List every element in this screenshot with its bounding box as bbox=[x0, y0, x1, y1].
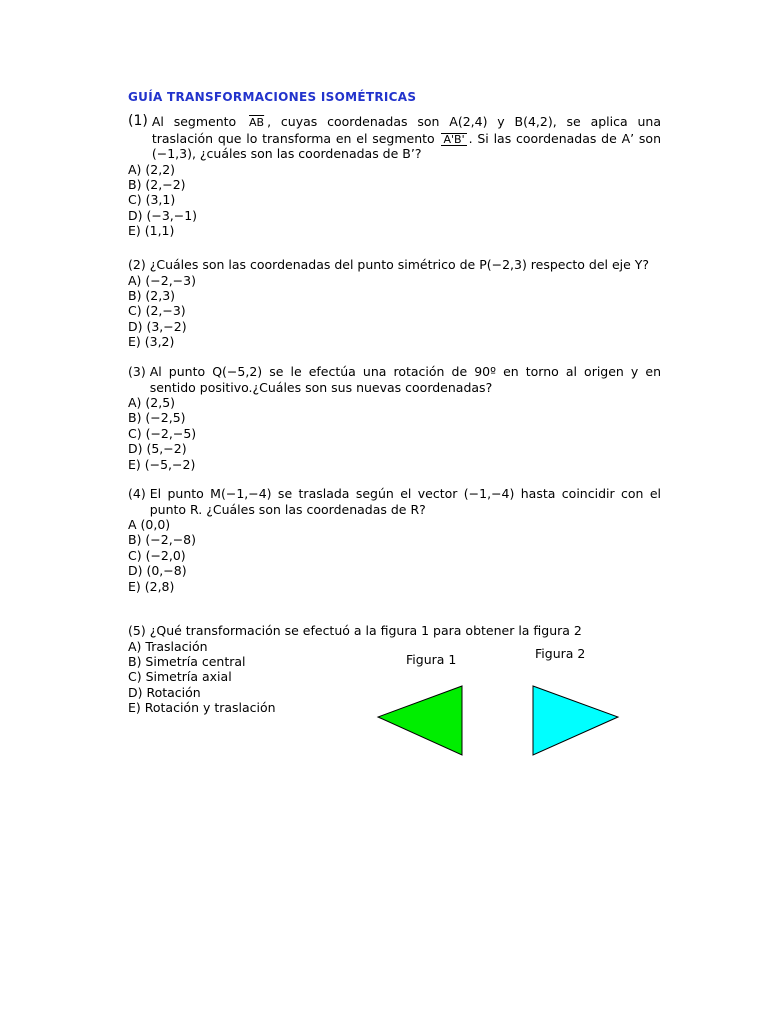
option: A (0,0) bbox=[128, 517, 171, 532]
figure-2-shape bbox=[533, 686, 618, 755]
options-list bbox=[128, 517, 661, 594]
option: B) (−2,5) bbox=[128, 410, 186, 426]
option: C) (3,1) bbox=[128, 192, 176, 208]
option: E) (1,1) bbox=[128, 223, 175, 239]
question-4-stem bbox=[128, 486, 661, 517]
question-number: (3) bbox=[128, 364, 146, 379]
option: A) (2,2) bbox=[128, 161, 176, 177]
option: C) (−2,0) bbox=[128, 547, 186, 563]
option: D) (−3,−1) bbox=[128, 207, 198, 223]
question-text: Al segmento $\overline{AB}$ , cuyas coordenadas son A(2,4) y B(4,2), se aplica una traslación que lo transforma en el segmento A'B' . Si las coordenadas de A’ son (−1,3), ¿cuáles son las coordenadas de B’? bbox=[151, 114, 661, 161]
question-text: El punto M(−1,−4) se traslada según el vector (−1,−4) hasta coincidir con el punto R. ¿Cuáles son las coordenadas de R? bbox=[149, 486, 661, 517]
figure-1-triangle bbox=[376, 685, 466, 757]
question-1-stem bbox=[128, 114, 661, 162]
option: C) Simetría axial bbox=[128, 669, 232, 685]
option: E) Rotación y traslación bbox=[128, 700, 276, 716]
question-text: ¿Qué transformación se efectuó a la figura 1 para obtener la figura 2 bbox=[149, 623, 582, 638]
option: D) (3,−2) bbox=[128, 318, 187, 334]
option: B) (−2,−8) bbox=[128, 532, 197, 548]
question-3-stem bbox=[128, 364, 661, 395]
option: A) Traslación bbox=[128, 638, 208, 654]
option: C) (−2,−5) bbox=[128, 425, 197, 441]
segment-a-prime-b-prime: A'B' bbox=[443, 132, 465, 146]
option: A) (−2,−3) bbox=[128, 272, 196, 288]
option: B) (2,−2) bbox=[128, 176, 186, 192]
figure-1-label: Figura 1 bbox=[406, 652, 457, 667]
option: D) (5,−2) bbox=[128, 441, 187, 457]
document-title: GUÍA TRANSFORMACIONES ISOMÉTRICAS bbox=[128, 90, 417, 104]
options-list bbox=[128, 162, 661, 239]
question-number: (1) bbox=[128, 113, 148, 129]
option: C) (2,−3) bbox=[128, 303, 186, 319]
question-4 bbox=[128, 486, 661, 594]
option: E) (−5,−2) bbox=[128, 456, 196, 472]
figure-2-triangle bbox=[531, 685, 621, 757]
option: D) (0,−8) bbox=[128, 563, 187, 579]
option: D) Rotación bbox=[128, 684, 201, 700]
question-2-stem bbox=[128, 257, 661, 273]
question-number: (5) bbox=[128, 623, 146, 638]
question-3 bbox=[128, 364, 661, 472]
option: B) (2,3) bbox=[128, 287, 176, 303]
option: A) (2,5) bbox=[128, 395, 176, 410]
options-list bbox=[128, 395, 661, 472]
question-2 bbox=[128, 257, 661, 349]
segment-ab: $\overline{AB}$ bbox=[249, 116, 265, 129]
question-text: ¿Cuáles son las coordenadas del punto simétrico de P(−2,3) respecto del eje Y? bbox=[149, 257, 650, 272]
figure-2-label: Figura 2 bbox=[535, 646, 586, 661]
figure-1-shape bbox=[378, 686, 462, 755]
option: E) (2,8) bbox=[128, 578, 175, 594]
question-number: (4) bbox=[128, 486, 146, 501]
question-5-stem bbox=[128, 623, 661, 639]
options-list bbox=[128, 273, 661, 350]
question-number: (2) bbox=[128, 257, 146, 272]
question-text: Al punto Q(−5,2) se le efectúa una rotación de 90º en torno al origen y en sentido positivo.¿Cuáles son sus nuevas coordenadas? bbox=[149, 364, 661, 395]
option: E) (3,2) bbox=[128, 334, 175, 350]
question-1 bbox=[128, 114, 661, 238]
option: B) Simetría central bbox=[128, 653, 246, 669]
